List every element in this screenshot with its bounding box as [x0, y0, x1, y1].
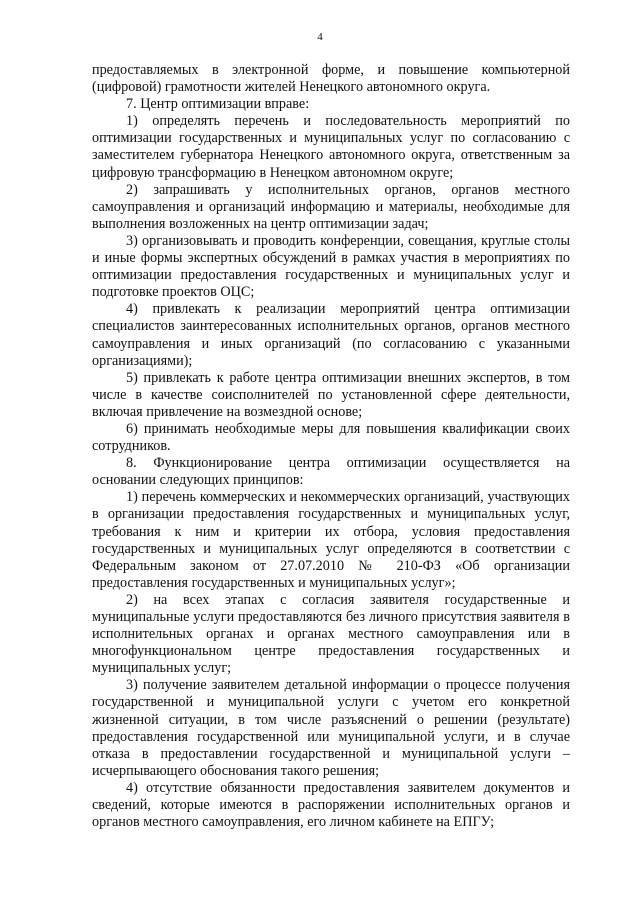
section-8-item-1: 1) перечень коммерческих и некоммерческих организаций, участвующих в организации предоставления государственных и муниципальных услуг, требования к ним и критерии их отбора, условия предоставления государственных и муниципальных услуг определяются в соответствии с Федеральным законом от 27.07.2010 № 210-ФЗ «Об организации предоставления государственных и муниципальных услуг»; — [92, 489, 570, 591]
section-8-item-2: 2) на всех этапах с согласия заявителя государственные и муниципальные услуги предоставляются без личного присутствия заявителя в исполнительных органах и органах местного самоуправления или в многофункциональном центре предоставления государственных и муниципальных услуг; — [92, 591, 570, 677]
section-7-item-3: 3) организовывать и проводить конференции, совещания, круглые столы и иные формы экспертных обсуждений в рамках участия в мероприятиях по оптимизации предоставления государственных и муниципальных услуг и подготовке проектов ОЦС; — [92, 232, 570, 301]
section-8-item-4: 4) отсутствие обязанности предоставления заявителем документов и сведений, которые имеются в распоряжении исполнительных органов и органов местного самоуправления, его личном кабинете на ЕПГУ; — [92, 779, 570, 831]
section-8-heading: 8. Функционирование центра оптимизации осуществляется на основании следующих принципов: — [92, 455, 570, 489]
section-7-item-5: 5) привлекать к работе центра оптимизации внешних экспертов, в том числе в качестве соисполнителей по установленной сфере деятельности, включая привлечение на возмездной основе; — [92, 369, 570, 420]
page-number: 4 — [317, 31, 323, 43]
section-7-heading: 7. Центр оптимизации вправе: — [126, 96, 310, 113]
section-7-item-2: 2) запрашивать у исполнительных органов, органов местного самоуправления и организаций информацию и материалы, необходимые для выполнения возложенных на центр оптимизации задач; — [92, 181, 570, 232]
section-7-item-1: 1) определять перечень и последовательность мероприятий по оптимизации государственных и муниципальных услуг по согласованию с заместителем губернатора Ненецкого автономного округа, ответственным за цифровую трансформацию в Ненецком автономном округе; — [92, 113, 570, 181]
section-7-item-6: 6) принимать необходимые меры для повышения квалификации своих сотрудников. — [92, 420, 570, 455]
section-8-item-3: 3) получение заявителем детальной информации о процессе получения государственной и муниципальной услуги с учетом его конкретной жизненной ситуации, в том числе разъяснений о решении (результате) предоставления государственной или муниципальной услуги, и в случае отказа в предоставлении государственной и муниципальной услуги – исчерпывающего обоснования такого решения; — [92, 677, 570, 779]
paragraph-continuation: предоставляемых в электронной форме, и повышение компьютерной (цифровой) грамотности жителей Ненецкого автономного округа. — [92, 62, 570, 96]
section-7-item-4: 4) привлекать к реализации мероприятий центра оптимизации специалистов заинтересованных исполнительных органов, органов местного самоуправления и иных организаций (по согласованию с указанными организациями); — [92, 301, 570, 369]
document-body — [92, 62, 570, 831]
